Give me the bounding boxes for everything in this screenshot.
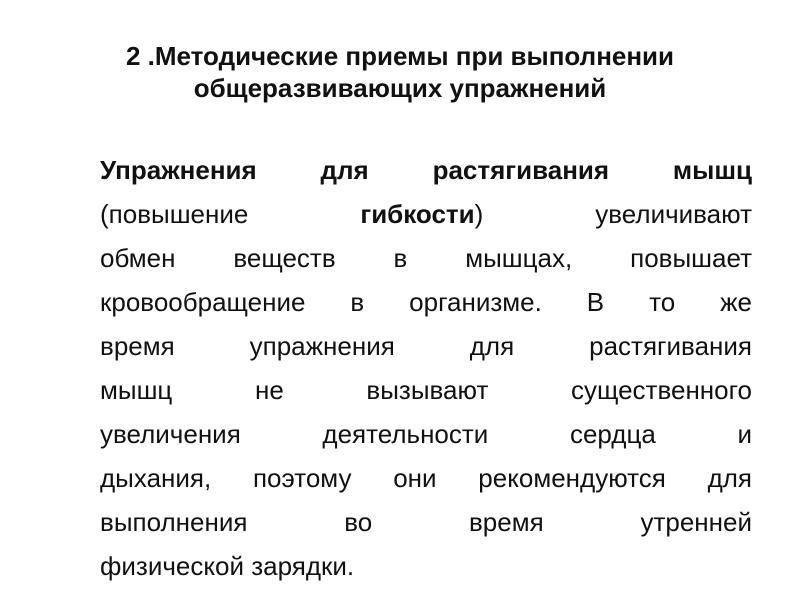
body-lead-bold: Упражнения для растягивания мышц — [100, 155, 752, 185]
title-line-1: 2 .Методические приемы при выполнении — [125, 41, 675, 71]
slide-body-text — [100, 148, 752, 588]
body-line-10: физической зарядки. — [100, 551, 355, 581]
body-line-9: выполнения во время утренней — [100, 507, 752, 537]
body-paren-close-rest: ) увеличивают — [474, 199, 752, 229]
body-line-3: обмен веществ в мышцах, повышает — [100, 243, 752, 273]
body-line-2 — [100, 192, 752, 236]
title-line-2: общеразвивающих упражнений — [193, 73, 607, 103]
body-paren-open: (повышение — [100, 199, 361, 229]
body-line-1 — [100, 148, 752, 192]
body-line-8: дыхания, поэтому они рекомендуются для — [100, 463, 752, 493]
body-term-bold: гибкости — [360, 199, 475, 229]
body-line-6: мышц не вызывают существенного — [100, 375, 752, 405]
body-line-7: увеличения деятельности сердца и — [100, 419, 752, 449]
body-line-4: кровообращение в организме. В то же — [100, 287, 752, 317]
slide-title — [40, 40, 760, 104]
body-line-5: время упражнения для растягивания — [100, 331, 752, 361]
